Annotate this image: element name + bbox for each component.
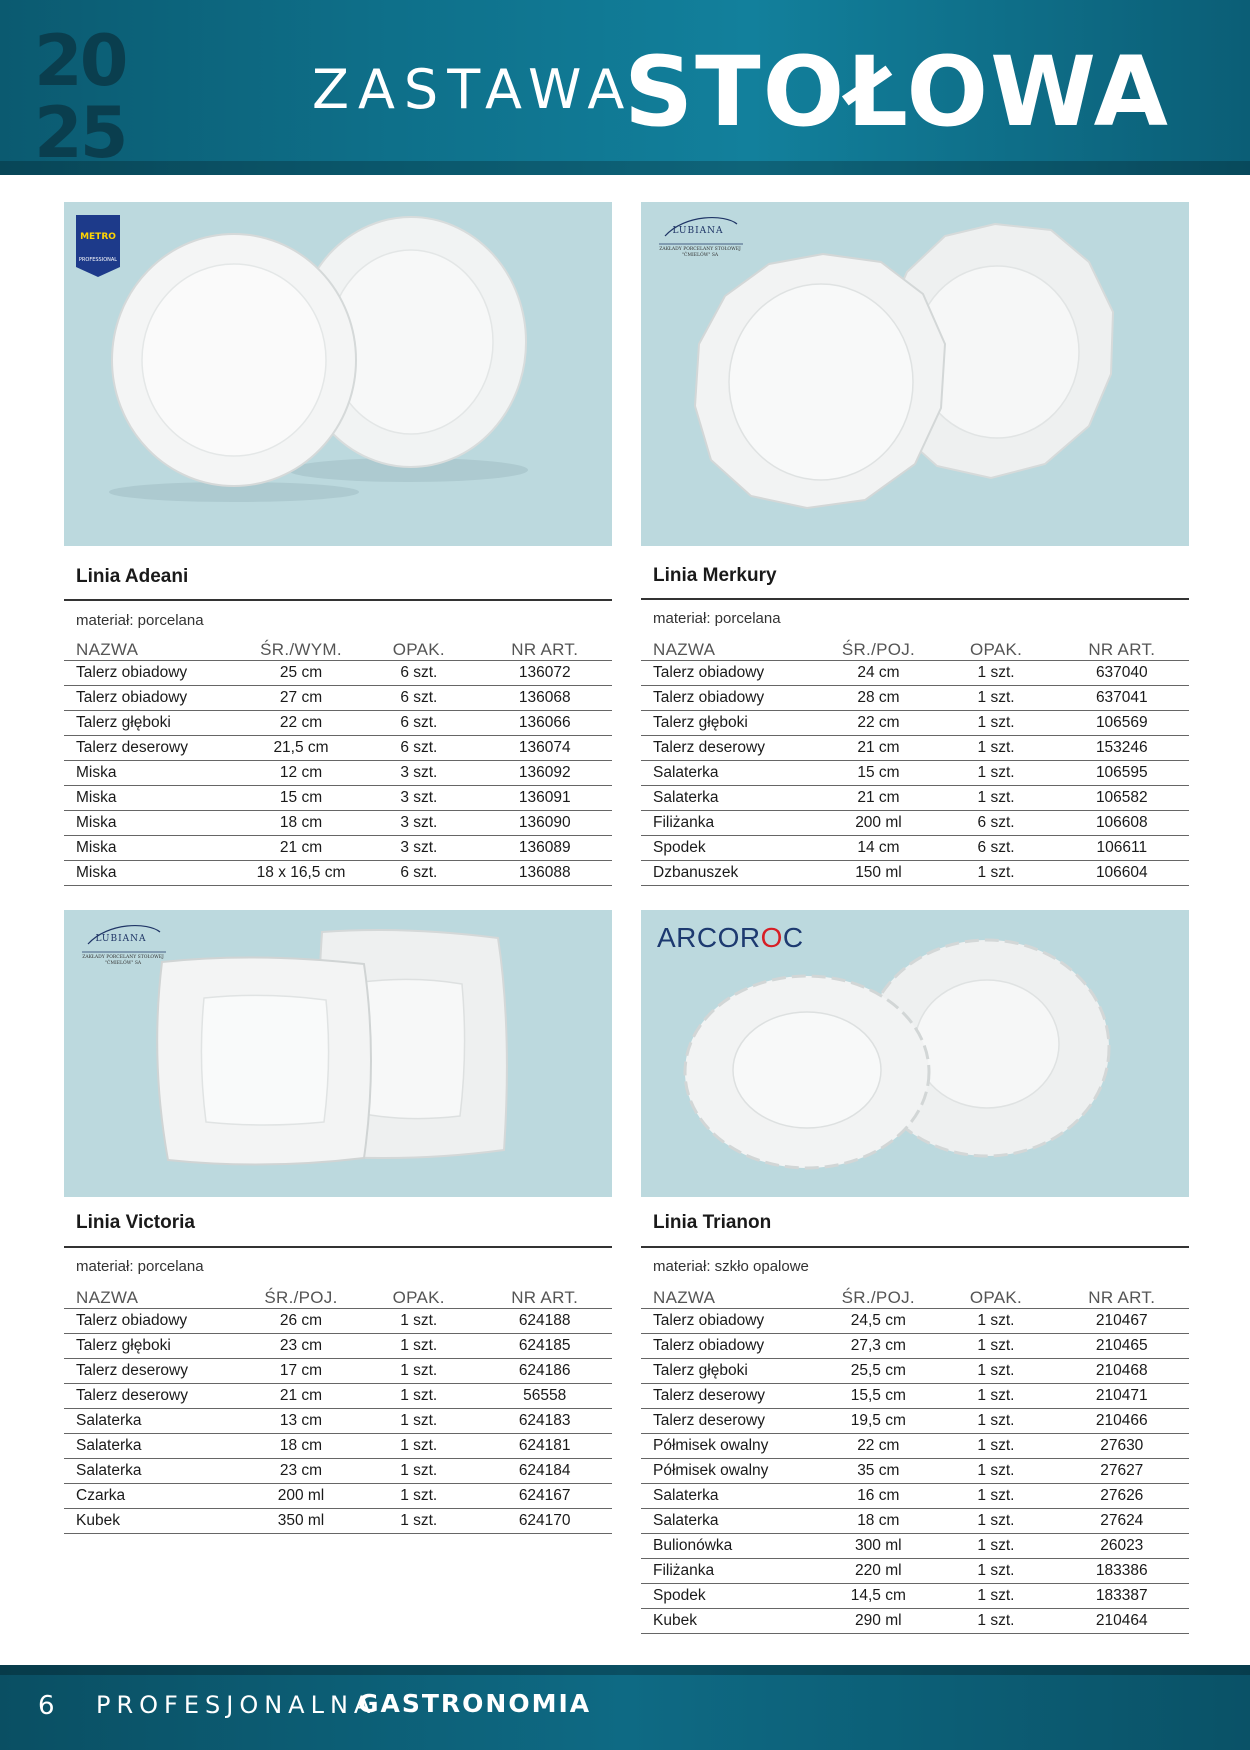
footer-title-light: PROFESJONALNA [96,1691,377,1719]
column-header: ŚR./POJ. [242,1282,360,1309]
table-row [641,686,1189,711]
table-cell: Talerz deserowy [64,1359,242,1384]
table-cell: 220 ml [819,1559,937,1584]
table-cell: 200 ml [819,811,937,836]
page-number: 6 [38,1691,55,1721]
table-cell: 14,5 cm [819,1584,937,1609]
table-row [641,861,1189,886]
table-cell: Salaterka [641,761,819,786]
table-cell: 183386 [1055,1559,1189,1584]
table-row [64,836,612,861]
table-cell: Talerz obiadowy [64,686,242,711]
lubiana-logo [655,214,751,262]
table-cell: Talerz obiadowy [64,661,242,686]
table-cell: 6 szt. [360,661,477,686]
table-cell: 106595 [1055,761,1189,786]
table-row [64,1384,612,1409]
table-cell: 12 cm [242,761,360,786]
arcoroc-logo-suffix: C [782,922,804,953]
table-cell: 1 szt. [360,1359,477,1384]
table-cell: 1 szt. [937,1609,1054,1634]
table-cell: 1 szt. [937,786,1054,811]
table-row [641,1359,1189,1384]
table-cell: 1 szt. [360,1384,477,1409]
title-rule [641,1246,1189,1248]
table-cell: Półmisek owalny [641,1434,819,1459]
table-row [641,1609,1189,1634]
table-cell: 637041 [1055,686,1189,711]
table-cell: Kubek [641,1609,819,1634]
column-header: NAZWA [641,634,819,661]
arcoroc-logo [657,922,804,954]
table-cell: 200 ml [242,1484,360,1509]
table-cell: 15 cm [819,761,937,786]
table-cell: 106582 [1055,786,1189,811]
column-header: OPAK. [360,1282,477,1309]
product-photo-trianon [641,910,1189,1197]
table-cell: Talerz deserowy [641,1384,819,1409]
table-row [641,1434,1189,1459]
table-cell: 35 cm [819,1459,937,1484]
lubiana-logo-text: LUBIANA [672,226,724,236]
table-cell: Talerz deserowy [64,1384,242,1409]
table-cell: 136092 [477,761,612,786]
table-cell: Talerz deserowy [641,1409,819,1434]
table-cell: 624185 [477,1334,612,1359]
table-cell: 136089 [477,836,612,861]
year-top: 20 [34,20,126,102]
table-cell: 290 ml [819,1609,937,1634]
table-cell: 21,5 cm [242,736,360,761]
table-cell: Miska [64,811,242,836]
table-cell: Bulionówka [641,1534,819,1559]
table-cell: 3 szt. [360,811,477,836]
year-mark [34,20,134,174]
table-cell: 19,5 cm [819,1409,937,1434]
table-cell: Talerz deserowy [64,736,242,761]
table-cell: 13 cm [242,1409,360,1434]
table-row [64,861,612,886]
column-header: ŚR./POJ. [819,1282,937,1309]
table-cell: 16 cm [819,1484,937,1509]
table-cell: 1 szt. [937,1459,1054,1484]
table-row [64,661,612,686]
material-label: materiał: szkło opalowe [653,1258,809,1275]
column-header: NR ART. [477,1282,612,1309]
table-cell: Talerz deserowy [641,736,819,761]
table-cell: 6 szt. [360,861,477,886]
table-header-row [64,634,612,661]
table-cell: 3 szt. [360,836,477,861]
table-cell: Salaterka [641,786,819,811]
table-cell: 136090 [477,811,612,836]
table-cell: 1 szt. [937,1534,1054,1559]
table-cell: 106604 [1055,861,1189,886]
table-cell: 1 szt. [937,661,1054,686]
table-cell: 17 cm [242,1359,360,1384]
column-header: OPAK. [937,634,1054,661]
table-cell: 22 cm [819,1434,937,1459]
column-header: OPAK. [360,634,477,661]
line-title: Linia Trianon [653,1212,772,1233]
table-row [64,1509,612,1534]
table-cell: 27627 [1055,1459,1189,1484]
table-cell: 22 cm [242,711,360,736]
table-cell: 6 szt. [360,736,477,761]
table-cell: 106569 [1055,711,1189,736]
column-header: NAZWA [64,634,242,661]
table-cell: 25 cm [242,661,360,686]
table-cell: 210471 [1055,1384,1189,1409]
table-cell: 624184 [477,1459,612,1484]
page-title-light: ZASTAWA [312,58,634,121]
table-cell: 624181 [477,1434,612,1459]
line-title: Linia Victoria [76,1212,195,1233]
column-header: NR ART. [1055,1282,1189,1309]
table-cell: 15 cm [242,786,360,811]
table-header-row [641,634,1189,661]
table-cell: 136074 [477,736,612,761]
table-row [64,1409,612,1434]
table-cell: 26 cm [242,1309,360,1334]
table-cell: 210465 [1055,1334,1189,1359]
table-row [641,1509,1189,1534]
year-bottom: 25 [34,92,126,174]
table-cell: 1 szt. [937,1584,1054,1609]
table-cell: 27,3 cm [819,1334,937,1359]
product-photo-merkury [641,202,1189,546]
table-cell: 1 szt. [937,711,1054,736]
table-header-row [641,1282,1189,1309]
spec-table [641,634,1189,886]
table-cell: 136066 [477,711,612,736]
table-cell: Talerz głęboki [641,711,819,736]
table-cell: 1 szt. [937,1309,1054,1334]
table-cell: 136068 [477,686,612,711]
table-cell: Czarka [64,1484,242,1509]
table-row [641,1309,1189,1334]
table-row [64,811,612,836]
table-cell: 6 szt. [360,711,477,736]
material-label: materiał: porcelana [653,610,781,627]
table-row [641,711,1189,736]
table-cell: 106611 [1055,836,1189,861]
table-cell: 3 szt. [360,786,477,811]
table-row [64,761,612,786]
column-header: NAZWA [641,1282,819,1309]
table-cell: 27630 [1055,1434,1189,1459]
table-header-row [64,1282,612,1309]
lubiana-logo-subtext: ZAKŁADY PORCELANY STOŁOWEJ "ĆMIELÓW" SA [82,955,164,966]
table-cell: 1 szt. [937,1409,1054,1434]
table-cell: Talerz obiadowy [641,661,819,686]
lubiana-logo [78,922,174,970]
table-cell: 624186 [477,1359,612,1384]
table-row [641,1459,1189,1484]
table-cell: Salaterka [64,1409,242,1434]
table-row [641,761,1189,786]
spec-table [64,634,612,886]
table-cell: Miska [64,861,242,886]
table-row [641,661,1189,686]
table-cell: Talerz obiadowy [64,1309,242,1334]
title-rule [64,599,612,601]
lubiana-logo-subtext: ZAKŁADY PORCELANY STOŁOWEJ "ĆMIELÓW" SA [659,247,741,258]
table-cell: 136072 [477,661,612,686]
table-cell: 1 szt. [360,1459,477,1484]
line-title: Linia Adeani [76,566,189,587]
table-cell: 1 szt. [937,761,1054,786]
table-cell: 624170 [477,1509,612,1534]
table-cell: 1 szt. [360,1484,477,1509]
table-cell: 23 cm [242,1459,360,1484]
table-cell: 6 szt. [360,686,477,711]
table-cell: 27626 [1055,1484,1189,1509]
table-row [641,811,1189,836]
table-cell: 21 cm [819,786,937,811]
table-row [64,1359,612,1384]
table-cell: 27 cm [242,686,360,711]
arcoroc-logo-prefix: ARCOR [657,922,761,953]
table-cell: 624188 [477,1309,612,1334]
table-cell: 18 cm [242,811,360,836]
table-cell: 21 cm [242,836,360,861]
table-cell: 153246 [1055,736,1189,761]
column-header: NR ART. [1055,634,1189,661]
arcoroc-logo-o: O [760,922,783,953]
table-cell: 18 cm [242,1434,360,1459]
table-cell: Dzbanuszek [641,861,819,886]
table-cell: Talerz głęboki [64,711,242,736]
table-cell: Talerz głęboki [64,1334,242,1359]
table-cell: 21 cm [242,1384,360,1409]
table-cell: 624167 [477,1484,612,1509]
table-row [64,1484,612,1509]
table-cell: Filiżanka [641,811,819,836]
table-row [641,786,1189,811]
table-cell: 1 szt. [937,1559,1054,1584]
column-header: ŚR./WYM. [242,634,360,661]
table-cell: 3 szt. [360,761,477,786]
table-row [641,736,1189,761]
line-title: Linia Merkury [653,565,777,586]
table-cell: 300 ml [819,1534,937,1559]
table-row [64,786,612,811]
table-cell: Miska [64,836,242,861]
table-row [64,1309,612,1334]
table-cell: Salaterka [641,1484,819,1509]
table-cell: Miska [64,786,242,811]
footer-title-bold: GASTRONOMIA [358,1689,592,1718]
table-cell: 1 szt. [360,1509,477,1534]
product-photo-adeani [64,202,612,546]
table-cell: 56558 [477,1384,612,1409]
table-cell: Salaterka [64,1459,242,1484]
table-cell: Spodek [641,836,819,861]
table-cell: 350 ml [242,1509,360,1534]
table-cell: 24,5 cm [819,1309,937,1334]
column-header: NAZWA [64,1282,242,1309]
title-rule [64,1246,612,1248]
table-cell: Salaterka [641,1509,819,1534]
table-row [64,1459,612,1484]
metro-logo-subtext: PROFESSIONAL [78,257,118,263]
metro-logo-text: METRO [80,232,116,242]
table-cell: 18 x 16,5 cm [242,861,360,886]
table-row [641,1534,1189,1559]
table-cell: 1 szt. [360,1409,477,1434]
table-row [641,1409,1189,1434]
table-row [641,1484,1189,1509]
table-cell: Filiżanka [641,1559,819,1584]
metro-professional-logo [76,215,120,277]
lubiana-logo-text: LUBIANA [95,934,147,944]
table-row [64,736,612,761]
table-cell: 1 szt. [937,1384,1054,1409]
table-row [64,1334,612,1359]
table-cell: 28 cm [819,686,937,711]
table-cell: Talerz obiadowy [641,1334,819,1359]
table-cell: 1 szt. [937,1434,1054,1459]
table-cell: 1 szt. [937,1334,1054,1359]
table-cell: 637040 [1055,661,1189,686]
table-cell: 6 szt. [937,811,1054,836]
plates-illustration [64,202,612,546]
page-title-bold: STOŁOWA [624,36,1170,148]
table-cell: 24 cm [819,661,937,686]
table-cell: 27624 [1055,1509,1189,1534]
spec-table [64,1282,612,1534]
table-cell: 1 szt. [360,1309,477,1334]
table-cell: 150 ml [819,861,937,886]
table-cell: 106608 [1055,811,1189,836]
table-cell: Kubek [64,1509,242,1534]
table-cell: 210466 [1055,1409,1189,1434]
column-header: OPAK. [937,1282,1054,1309]
table-cell: Miska [64,761,242,786]
table-cell: 25,5 cm [819,1359,937,1384]
table-cell: 15,5 cm [819,1384,937,1409]
table-cell: 210468 [1055,1359,1189,1384]
table-cell: 1 szt. [937,1484,1054,1509]
material-label: materiał: porcelana [76,612,204,629]
page-header [0,0,1250,175]
table-cell: 14 cm [819,836,937,861]
column-header: NR ART. [477,634,612,661]
table-row [64,1434,612,1459]
table-cell: Talerz głęboki [641,1359,819,1384]
table-cell: 210464 [1055,1609,1189,1634]
table-cell: Półmisek owalny [641,1459,819,1484]
table-cell: 23 cm [242,1334,360,1359]
table-cell: 26023 [1055,1534,1189,1559]
table-cell: 22 cm [819,711,937,736]
page-footer [0,1665,1250,1750]
table-row [64,711,612,736]
column-header: ŚR./POJ. [819,634,937,661]
table-cell: 1 szt. [937,736,1054,761]
table-cell: 21 cm [819,736,937,761]
table-cell: Spodek [641,1584,819,1609]
table-cell: 136088 [477,861,612,886]
table-cell: Salaterka [64,1434,242,1459]
table-cell: 1 szt. [360,1434,477,1459]
table-row [641,1334,1189,1359]
table-cell: 136091 [477,786,612,811]
table-cell: 1 szt. [937,861,1054,886]
table-cell: 6 szt. [937,836,1054,861]
table-cell: 1 szt. [360,1334,477,1359]
table-cell: 18 cm [819,1509,937,1534]
table-row [64,686,612,711]
title-rule [641,598,1189,600]
table-cell: 624183 [477,1409,612,1434]
table-cell: 1 szt. [937,1359,1054,1384]
table-cell: 1 szt. [937,1509,1054,1534]
table-cell: 210467 [1055,1309,1189,1334]
spec-table [641,1282,1189,1634]
material-label: materiał: porcelana [76,1258,204,1275]
product-photo-victoria [64,910,612,1197]
table-row [641,1584,1189,1609]
table-row [641,1559,1189,1584]
table-cell: 183387 [1055,1584,1189,1609]
table-cell: Talerz obiadowy [641,1309,819,1334]
table-cell: Talerz obiadowy [641,686,819,711]
table-row [641,836,1189,861]
table-row [641,1384,1189,1409]
table-cell: 1 szt. [937,686,1054,711]
